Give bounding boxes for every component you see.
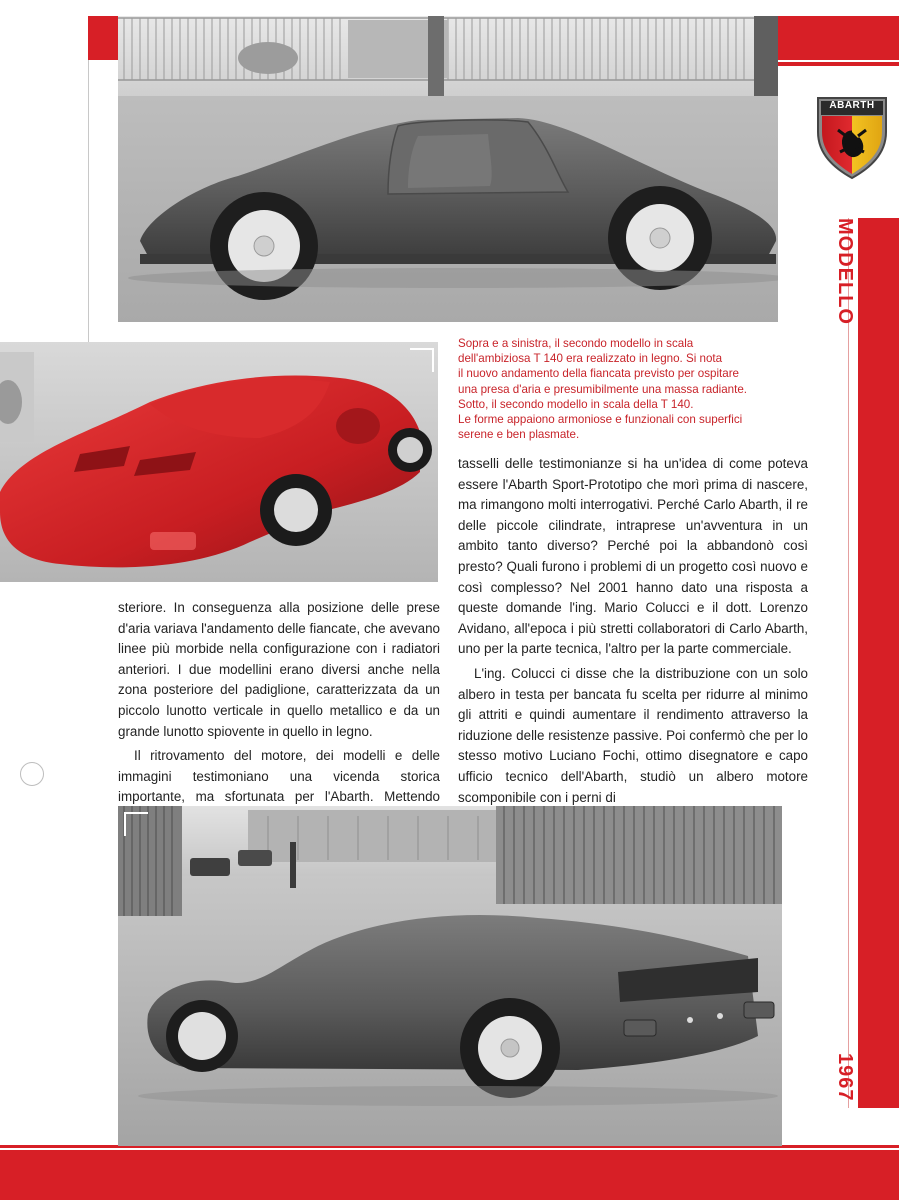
caption-line-1: Sopra e a sinistra, il secondo modello in scala: [458, 337, 694, 350]
car-model-rear-illustration: [118, 806, 782, 1146]
photo-bottom-rear-view: [118, 806, 782, 1146]
abarth-logo: [812, 92, 892, 182]
side-tab-divider: [848, 218, 849, 1108]
photo-caption: [458, 336, 818, 442]
photo-red-model: [0, 342, 438, 582]
caption-line-4: una presa d'aria e presumibilmente una massa radiante.: [458, 382, 748, 396]
header-band-left: [88, 16, 118, 60]
year-label: 1967: [834, 1052, 856, 1102]
photo-top-side-view: [118, 16, 778, 322]
article-right-column: [458, 454, 808, 808]
crop-mark-top-right: [410, 348, 434, 372]
footer-band: [0, 1150, 899, 1200]
left-paragraph-2: Il ritrovamento del motore, dei modelli e delle immagini testimoniano una vicenda storica importante, ma sfortunata per l'Abarth. Mettendo: [118, 748, 440, 805]
red-car-model-illustration: [0, 342, 438, 582]
caption-line-7: serene e ben plasmate.: [458, 428, 580, 442]
right-paragraph-1: tasselli delle testimonianze si ha un'idea di come poteva essere l'Abarth Sport-Prototipo che morì prima di nascere, ma rimangono molti interrogativi. Perché Carlo Abarth, il re delle piccole cilindrate, intraprese un'avventura in un ambito tanto diverso? Perché poi la abbandonò così presto? Quali furono i problemi di un progetto così nuovo e così complesso? Nel 2001 hanno dato una risposta a queste domande l'ing. Mario Colucci e il dott. Lorenzo Avidano, all'epoca i più stretti collaboratori di Carlo Abarth, uno per la parte tecnica, l'altro per la parte commerciale.: [458, 456, 808, 657]
margin-rule: [88, 60, 89, 342]
article-left-column: [118, 598, 440, 829]
side-tab: [858, 218, 899, 1108]
header-band-right: [778, 16, 899, 60]
logo-wordmark: ABARTH: [829, 100, 875, 111]
header-band-right-stripe: [778, 62, 899, 66]
left-paragraph-1: steriore. In conseguenza alla posizione delle prese d'aria variava l'andamento delle fiancate, che avevano linee più morbide nella configurazione con i radiatori anteriori. I due modellini erano diversi anche nella zona posteriore del padiglione, caratterizzata da un piccolo lunotto verticale in quello metallico e da un grande lunotto spiovente in quello in legno.: [118, 600, 440, 739]
section-label: MODELLO: [834, 217, 856, 325]
crop-mark-top-left: [124, 812, 148, 836]
caption-line-2: dell'ambiziosa T 140 era realizzato in legno. Si nota: [458, 352, 723, 366]
caption-line-3: il nuovo andamento della fiancata previsto per ospitare: [458, 367, 740, 381]
caption-line-6: Le forme appaiono armoniose e funzionali con superfici: [458, 413, 743, 427]
car-model-side-illustration: [118, 16, 778, 322]
right-paragraph-2: L'ing. Colucci ci disse che la distribuzione con un solo albero in testa per bancata fu scelta per ridurre al minimo gli attriti e quindi aumentare il rendimento attraverso la riduzione delle resistenze passive. Poi confermò che per lo stesso motivo Luciano Fochi, ottimo disegnatore e capo ufficio tecnico dell'Abarth, studiò un albero motore scomponibile con i perni di: [458, 665, 808, 805]
binder-hole-bottom: [20, 762, 44, 786]
caption-line-5: Sotto, il secondo modello in scala della T 140.: [458, 397, 694, 411]
